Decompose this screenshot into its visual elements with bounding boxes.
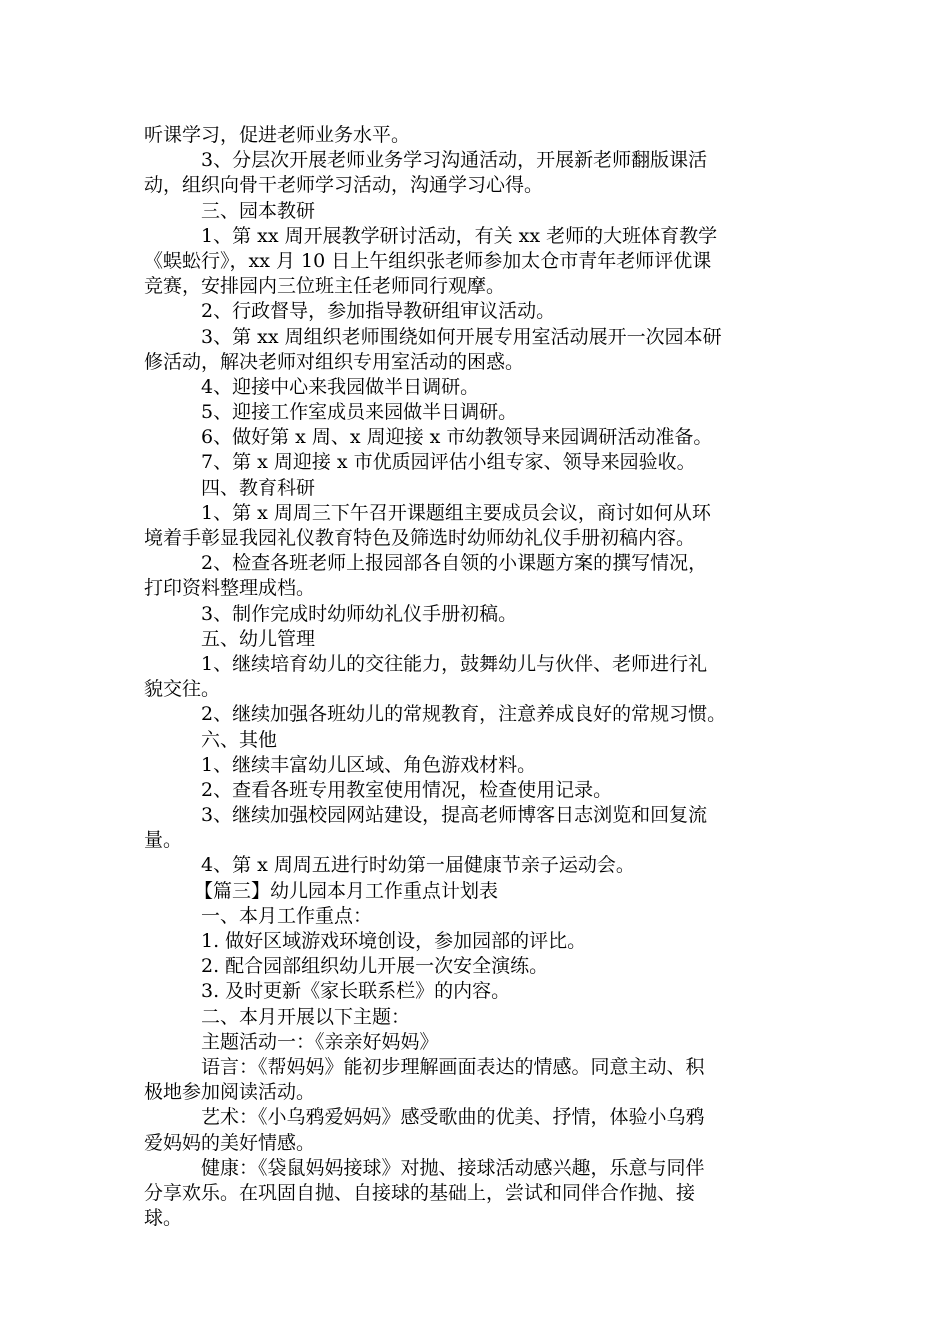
text-line: 2、行政督导，参加指导教研组审议活动。 <box>201 300 556 323</box>
text-line: 一、本月工作重点： <box>201 904 373 927</box>
text-line: 1. 做好区域游戏环境创设，参加园部的评比。 <box>201 930 587 952</box>
text-line: 修活动，解决老师对组织专用室活动的困惑。 <box>144 350 525 373</box>
text-line: 2、继续加强各班幼儿的常规教育，注意养成良好的常规习惯。 <box>201 703 727 726</box>
text-line: 6、做好第 x 周、x 周迎接 x 市幼教领导来园调研活动准备。 <box>201 426 713 449</box>
text-line: 艺术：《小乌鸦爱妈妈》感受歌曲的优美、抒情，体验小乌鸦 <box>201 1106 705 1129</box>
text-line: 主题活动一：《亲亲好妈妈》 <box>201 1030 439 1053</box>
text-line: 2、查看各班专用教室使用情况，检查使用记录。 <box>201 778 613 801</box>
text-line: 3、继续加强校园网站建设，提高老师博客日志浏览和回复流 <box>201 804 708 827</box>
text-line: 二、本月开展以下主题： <box>201 1005 411 1028</box>
text-line: 1、第 x 周周三下午召开课题组主要成员会议，商讨如何从环 <box>201 501 711 524</box>
text-line: 7、第 x 周迎接 x 市优质园评估小组专家、领导来园验收。 <box>201 451 696 474</box>
text-line: 极地参加阅读活动。 <box>144 1081 316 1104</box>
text-line: 2、检查各班老师上报园部各自领的小课题方案的撰写情况， <box>201 552 708 575</box>
text-line: 1、继续培育幼儿的交往能力，鼓舞幼儿与伙伴、老师进行礼 <box>201 652 708 675</box>
text-line: 六、其他 <box>201 728 278 751</box>
text-line: 语言：《帮妈妈》能初步理解画面表达的情感。同意主动、积 <box>201 1055 705 1078</box>
text-line: 量。 <box>144 829 183 852</box>
document-page <box>144 123 810 1231</box>
text-line: 3、分层次开展老师业务学习沟通活动，开展新老师翻版课活 <box>201 149 708 172</box>
text-line: 2. 配合园部组织幼儿开展一次安全演练。 <box>201 955 549 978</box>
text-line: 竞赛，安排园内三位班主任老师同行观摩。 <box>144 275 506 298</box>
text-line: 4、第 x 周周五进行时幼第一届健康节亲子运动会。 <box>201 854 635 877</box>
text-line: 五、幼儿管理 <box>201 627 316 650</box>
text-line: 5、迎接工作室成员来园做半日调研。 <box>201 401 518 424</box>
text-line: 境着手彰显我园礼仪教育特色及筛选时幼师幼礼仪手册初稿内容。 <box>144 527 696 549</box>
text-line: 【篇三】幼儿园本月工作重点计划表 <box>194 879 499 902</box>
text-line: 貌交往。 <box>144 678 221 701</box>
text-line: 1、继续丰富幼儿区域、角色游戏材料。 <box>201 753 537 776</box>
text-line: 动，组织向骨干老师学习活动，沟通学习心得。 <box>144 174 544 197</box>
text-line: 四、教育科研 <box>201 476 316 499</box>
text-line: 1、第 xx 周开展教学研讨活动，有关 xx 老师的大班体育教学 <box>201 224 718 247</box>
text-line: 爱妈妈的美好情感。 <box>144 1131 316 1154</box>
text-line: 三、园本教研 <box>201 199 316 222</box>
text-line: 《蜈蚣行》，xx 月 10 日上午组织张老师参加太仓市青年老师评优课 <box>144 249 712 272</box>
text-line: 球。 <box>144 1207 183 1230</box>
text-line: 4、迎接中心来我园做半日调研。 <box>201 375 480 398</box>
text-line: 听课学习，促进老师业务水平。 <box>144 124 411 146</box>
text-line: 健康：《袋鼠妈妈接球》对抛、接球活动感兴趣，乐意与同伴 <box>201 1156 705 1179</box>
text-line: 打印资料整理成档。 <box>144 577 316 600</box>
text-line: 3、第 xx 周组织老师围绕如何开展专用室活动展开一次园本研 <box>201 325 722 348</box>
text-line: 分享欢乐。在巩固自抛、自接球的基础上，尝试和同伴合作抛、接 <box>144 1181 696 1204</box>
text-line: 3、制作完成时幼师幼礼仪手册初稿。 <box>201 602 518 625</box>
text-line: 3. 及时更新《家长联系栏》的内容。 <box>201 980 511 1003</box>
